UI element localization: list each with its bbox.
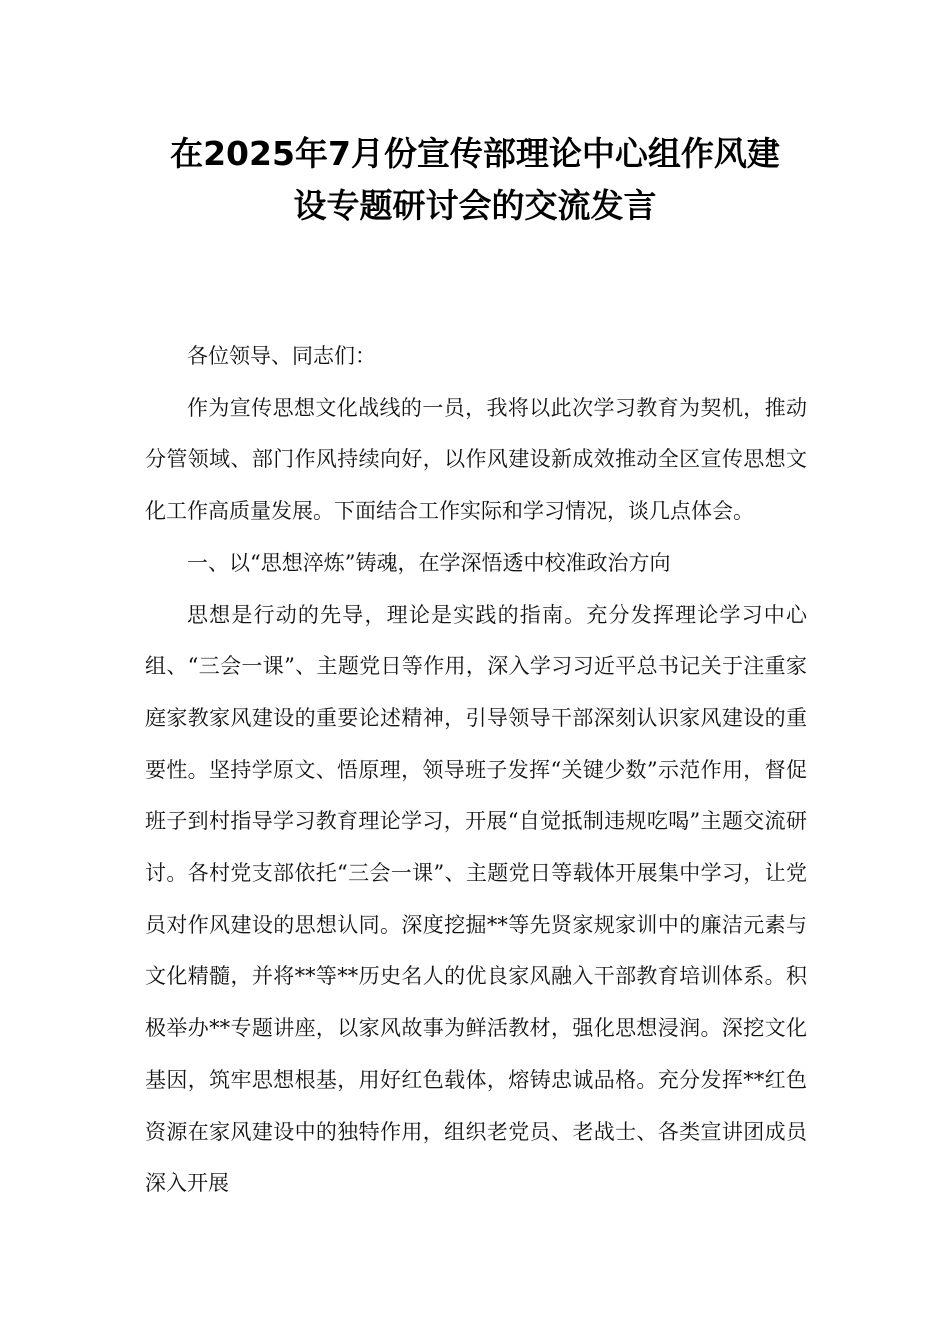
document-body xyxy=(145,331,807,1210)
document-title xyxy=(120,128,830,232)
section-heading-1: 一、以“思想淬炼”铸魂，在学深悟透中校准政治方向 xyxy=(187,550,671,575)
salutation: 各位领导、同志们： xyxy=(187,344,376,368)
title-line-2: 设专题研讨会的交流发言 xyxy=(293,186,657,225)
title-line-1: 在2025年7月份宣传部理论中心组作风建 xyxy=(170,134,780,173)
paragraph-intro: 作为宣传思想文化战线的一员，我将以此次学习教育为契机，推动分管领域、部门作风持续向好，以作风建设新成效推动全区宣传思想文化工作高质量发展。下面结合工作实际和学习情况，谈几点体会。 xyxy=(145,395,807,524)
paragraph-section-1: 思想是行动的先导，理论是实践的指南。充分发挥理论学习中心组、“三会一课”、主题党日等作用，深入学习习近平总书记关于注重家庭家教家风建设的重要论述精神，引导领导干部深刻认识家风建设的重要性。坚持学原文、悟原理，领导班子发挥“关键少数”示范作用，督促班子到村指导学习教育理论学习，开展“自觉抵制违规吃喝”主题交流研讨。各村党支部依托“三会一课”、主题党日等载体开展集中学习，让党员对作风建设的思想认同。深度挖掘**等先贤家规家训中的廉洁元素与文化精髓，并将**等**历史名人的优良家风融入干部教育培训体系。积极举办**专题讲座，以家风故事为鲜活教材，强化思想浸润。深挖文化基因，筑牢思想根基，用好红色载体，熔铸忠诚品格。充分发挥**红色资源在家风建设中的独特作用，组织老党员、老战士、各类宣讲团成员深入开展 xyxy=(145,602,807,1196)
